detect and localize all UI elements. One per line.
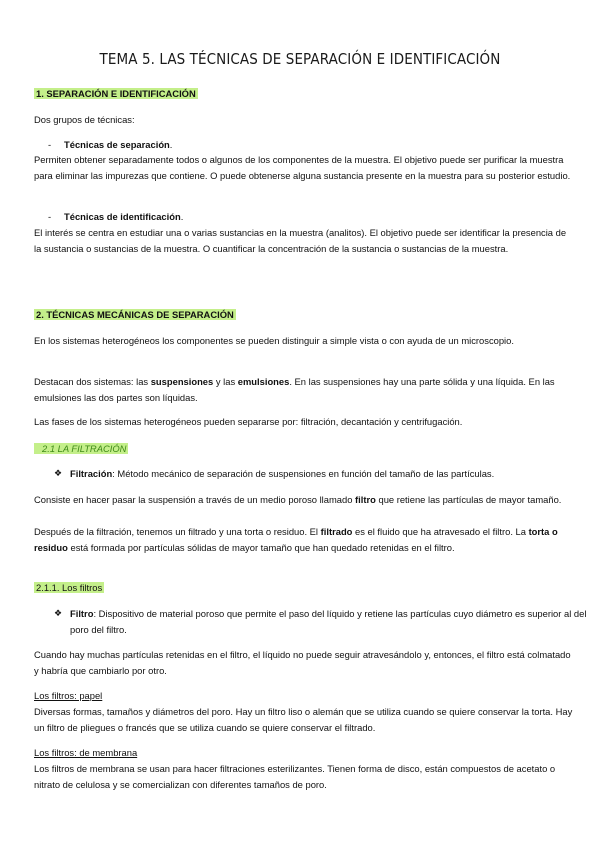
section-2-heading: 2. TÉCNICAS MECÁNICAS DE SEPARACIÓN — [36, 309, 234, 320]
paragraph-filtros-membrana: Los filtros de membrana se usan para hacer filtraciones esterilizantes. Tienen forma de disco, están compuestos de acetato o nitrato de celulosa y se comercializan con diferentes tamaños de poro. — [34, 763, 556, 790]
item-identificacion: - Técnicas de identificación. — [48, 211, 184, 222]
heading-filtros-papel: Los filtros: papel — [34, 690, 103, 701]
paragraph-consiste: Consiste en hacer pasar la suspensión a través de un medio poroso llamado filtro que retiene las partículas de mayor tamaño. — [34, 494, 562, 505]
diamond-bullet-icon: ❖ — [54, 468, 63, 478]
paragraph-fases: Las fases de los sistemas heterogéneos pueden separarse por: filtración, decantación y centrifugación. — [34, 416, 463, 427]
subheading-filtracion: 2.1 LA FILTRACIÓN — [34, 441, 574, 457]
item-identificacion-text: El interés se centra en estudiar una o varias sustancias en la muestra (analitos). El objetivo puede ser identificar la presencia de la sustancia o sustancias de la muestra. O cuantificar la concentración de la sustancia o sustancias de la muestra. — [34, 227, 567, 254]
section-1-heading: 1. SEPARACIÓN E IDENTIFICACIÓN — [36, 88, 196, 99]
diamond-bullet-icon: ❖ — [54, 608, 63, 618]
paragraph-suspensiones: Destacan dos sistemas: las suspensiones y las emulsiones. En las suspensiones hay una parte sólida y una líquida. En las emulsiones las dos partes son líquidas. — [34, 376, 555, 403]
paragraph-filtrado: Después de la filtración, tenemos un filtrado y una torta o residuo. El filtrado es el fluido que ha atravesado el filtro. La torta o residuo está formada por partículas sólidas de mayor tamaño que han quedado retenidas en el filtro. — [34, 526, 558, 553]
paragraph-sistemas: En los sistemas heterogéneos los componentes se pueden distinguir a simple vista o con ayuda de un microscopio. — [34, 335, 514, 346]
page-title: TEMA 5. LAS TÉCNICAS DE SEPARACIÓN E IDENTIFICACIÓN — [99, 50, 501, 68]
item-separacion-text: Permiten obtener separadamente todos o algunos de los componentes de la muestra. El objetivo puede ser purificar la muestra para eliminar las impurezas que contiene. O puede obtenerse alguna sustancia presente en la muestra para su posterior estudio. — [34, 154, 571, 181]
section-1-intro: Dos grupos de técnicas: — [34, 114, 135, 125]
heading-filtros-membrana: Los filtros: de membrana — [34, 747, 138, 758]
paragraph-colmatado: Cuando hay muchas partículas retenidas en el filtro, el líquido no puede seguir atravesándolo y, entonces, el filtro está colmatado y habría que cambiarlo por otro. — [34, 649, 571, 676]
item-separacion: - Técnicas de separación. — [48, 139, 173, 150]
bullet-filtro: ❖ Filtro: Dispositivo de material poroso que permite el paso del líquido y retiene las partículas cuyo diámetro es superior al del poro del filtro. — [34, 606, 594, 637]
subheading-filtros: 2.1.1. Los filtros — [36, 582, 103, 593]
bullet-filtracion: ❖ Filtración: Método mecánico de separación de suspensiones en función del tamaño de las partículas. — [34, 466, 594, 482]
paragraph-filtros-papel: Diversas formas, tamaños y diámetros del poro. Hay un filtro liso o alemán que se utiliza cuando se quiere conservar la torta. Hay un filtro de pliegues o francés que se utiliza cuando se quiere conservar el filtrado. — [34, 706, 573, 733]
